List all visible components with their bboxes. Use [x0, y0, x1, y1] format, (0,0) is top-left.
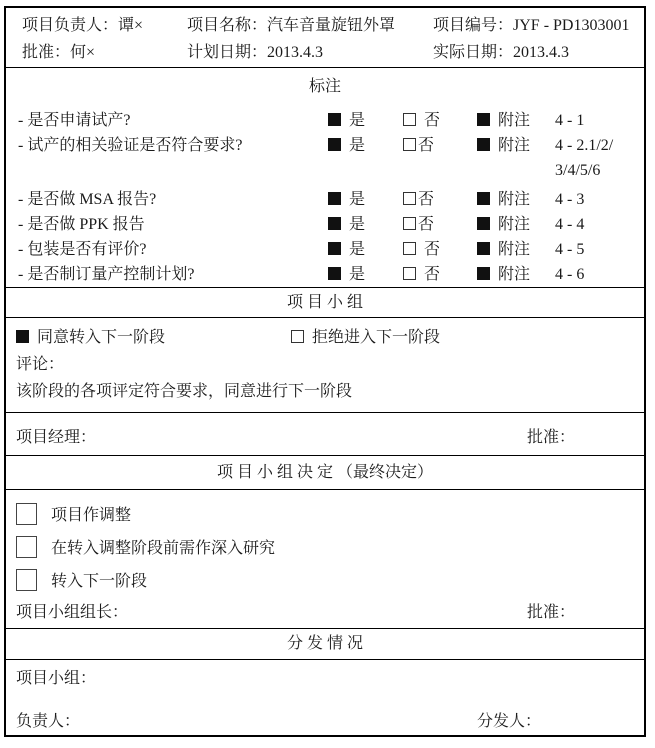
- no-checkbox: [403, 138, 416, 151]
- field-project-leader: [22, 12, 187, 39]
- comment-label: 评论：: [16, 356, 65, 373]
- comment-text: 该阶段的各项评定符合要求，同意进行下一阶段: [16, 383, 353, 400]
- field-label: 计划日期：: [187, 44, 268, 61]
- note-cell: [477, 108, 555, 133]
- field-label: 实际日期：: [433, 44, 514, 61]
- option-agree: [16, 324, 291, 351]
- yes-label: 是: [349, 112, 366, 129]
- note-ref-line1: 4 - 2.1/2/: [555, 137, 614, 154]
- field-label: 批准：: [22, 44, 71, 61]
- yes-label: 是: [349, 266, 366, 283]
- no-cell: [403, 262, 477, 287]
- decision-option: [16, 497, 644, 530]
- signature-space: [128, 599, 527, 626]
- reject-checkbox: [291, 330, 304, 343]
- distributor-label: 分发人：: [477, 713, 542, 730]
- question-text: - 是否制订量产控制计划?: [18, 266, 195, 283]
- note-checkbox: [477, 242, 490, 255]
- form-header: [6, 8, 644, 67]
- no-label: 否: [424, 112, 441, 129]
- no-label: 否: [424, 241, 441, 258]
- team-section: [6, 318, 644, 412]
- no-label: 否: [424, 266, 441, 283]
- field-value: JYF - PD1303001: [513, 17, 630, 34]
- no-cell: [403, 212, 477, 237]
- field-approver: [22, 39, 187, 66]
- no-label: 否: [418, 216, 435, 233]
- no-cell: [403, 237, 477, 262]
- note-ref: 4 - 6: [555, 266, 585, 283]
- section-title-team: 项 目 小 组: [6, 287, 644, 318]
- decision-checkbox: [16, 536, 37, 558]
- yes-cell: [328, 133, 403, 158]
- decision-option-label: 转入下一阶段: [51, 573, 148, 590]
- decision-checkbox: [16, 569, 37, 591]
- decision-section: [6, 490, 644, 628]
- no-checkbox: [403, 113, 416, 126]
- note-checkbox: [477, 113, 490, 126]
- reject-label: 拒绝进入下一阶段: [312, 329, 441, 346]
- yes-checkbox: [328, 217, 341, 230]
- note-cell: [477, 212, 555, 237]
- field-label: 项目名称：: [187, 17, 268, 34]
- option-reject: [291, 324, 440, 351]
- note-cell: [477, 133, 555, 158]
- owner-label: 负责人：: [16, 713, 81, 730]
- decision-checkbox: [16, 503, 37, 525]
- field-planned-date: [187, 39, 433, 66]
- note-ref: 4 - 5: [555, 241, 585, 258]
- yes-cell: [328, 237, 403, 262]
- note-checkbox: [477, 192, 490, 205]
- field-project-name: [187, 12, 433, 39]
- note-ref: 4 - 3: [555, 191, 585, 208]
- yes-cell: [328, 187, 403, 212]
- question-row: [6, 187, 644, 212]
- no-cell: [403, 187, 477, 212]
- yes-label: 是: [349, 241, 366, 258]
- distribution-section: [6, 660, 644, 731]
- field-label: 项目负责人：: [22, 17, 119, 34]
- field-actual-date: [433, 39, 644, 66]
- yes-label: 是: [349, 137, 366, 154]
- question-row: [6, 237, 644, 262]
- question-text: - 是否做 PPK 报告: [18, 216, 145, 233]
- note-label: 附注: [498, 191, 531, 208]
- question-text: - 是否申请试产?: [18, 112, 131, 129]
- agree-label: 同意转入下一阶段: [37, 329, 166, 346]
- note-checkbox: [477, 138, 490, 151]
- no-cell: [403, 108, 477, 133]
- no-cell: [403, 133, 477, 158]
- no-label: 否: [418, 137, 435, 154]
- field-project-number: [433, 12, 644, 39]
- project-review-form: [4, 6, 646, 737]
- question-text: - 试产的相关验证是否符合要求?: [18, 137, 243, 154]
- note-cell: [477, 237, 555, 262]
- no-checkbox: [403, 242, 416, 255]
- yes-checkbox: [328, 138, 341, 151]
- decision-option: [16, 563, 644, 596]
- section-title-decision: 项 目 小 组 决 定 （最终决定）: [6, 455, 644, 490]
- note-ref: 4 - 4: [555, 216, 585, 233]
- no-label: 否: [418, 191, 435, 208]
- note-ref: [555, 133, 644, 183]
- manager-label: 项目经理：: [16, 429, 97, 446]
- note-cell: [477, 262, 555, 287]
- distribution-team-label: 项目小组：: [16, 670, 97, 687]
- approve-label: 批准：: [527, 429, 576, 446]
- leader-label: 项目小组组长：: [16, 604, 129, 621]
- yes-checkbox: [328, 267, 341, 280]
- note-ref: 4 - 1: [555, 112, 585, 129]
- field-value: 2013.4.3: [513, 44, 570, 61]
- note-checkbox: [477, 217, 490, 230]
- yes-cell: [328, 262, 403, 287]
- field-value: 何×: [70, 44, 96, 61]
- no-checkbox: [403, 217, 416, 230]
- agree-checkbox: [16, 330, 29, 343]
- question-row: [6, 108, 644, 133]
- yes-checkbox: [328, 242, 341, 255]
- question-text: - 包装是否有评价?: [18, 241, 147, 258]
- yes-label: 是: [349, 216, 366, 233]
- field-value: 汽车音量旋钮外罩: [267, 17, 396, 34]
- leader-signature-row: [16, 596, 644, 626]
- header-col-middle: [187, 12, 433, 67]
- yes-checkbox: [328, 113, 341, 126]
- approve-label: 批准：: [527, 604, 576, 621]
- yes-cell: [328, 212, 403, 237]
- note-label: 附注: [498, 266, 531, 283]
- header-col-left: [22, 12, 187, 67]
- note-label: 附注: [498, 137, 531, 154]
- signature-space: [80, 708, 477, 735]
- signature-space: [96, 424, 527, 455]
- owner-signature-row: [16, 708, 644, 735]
- yes-label: 是: [349, 191, 366, 208]
- team-options: [16, 324, 644, 351]
- note-cell: [477, 187, 555, 212]
- decision-option-label: 项目作调整: [51, 507, 132, 524]
- decision-option: [16, 530, 644, 563]
- field-value: 2013.4.3: [267, 44, 324, 61]
- field-value: 谭×: [118, 17, 144, 34]
- question-row: [6, 262, 644, 287]
- header-col-right: [433, 12, 644, 67]
- section-title-distribution: 分 发 情 况: [6, 628, 644, 660]
- question-row: [6, 212, 644, 237]
- yes-checkbox: [328, 192, 341, 205]
- field-label: 项目编号：: [433, 17, 514, 34]
- annotation-checklist: [6, 105, 644, 287]
- note-checkbox: [477, 267, 490, 280]
- note-ref-line2: 3/4/5/6: [555, 162, 601, 179]
- note-label: 附注: [498, 216, 531, 233]
- question-text: - 是否做 MSA 报告?: [18, 191, 157, 208]
- question-row: [6, 133, 644, 183]
- manager-signature-row: [6, 412, 644, 455]
- no-checkbox: [403, 192, 416, 205]
- yes-cell: [328, 108, 403, 133]
- note-label: 附注: [498, 112, 531, 129]
- section-title-annotation: 标注: [6, 67, 644, 105]
- decision-option-label: 在转入调整阶段前需作深入研究: [51, 540, 276, 557]
- no-checkbox: [403, 267, 416, 280]
- note-label: 附注: [498, 241, 531, 258]
